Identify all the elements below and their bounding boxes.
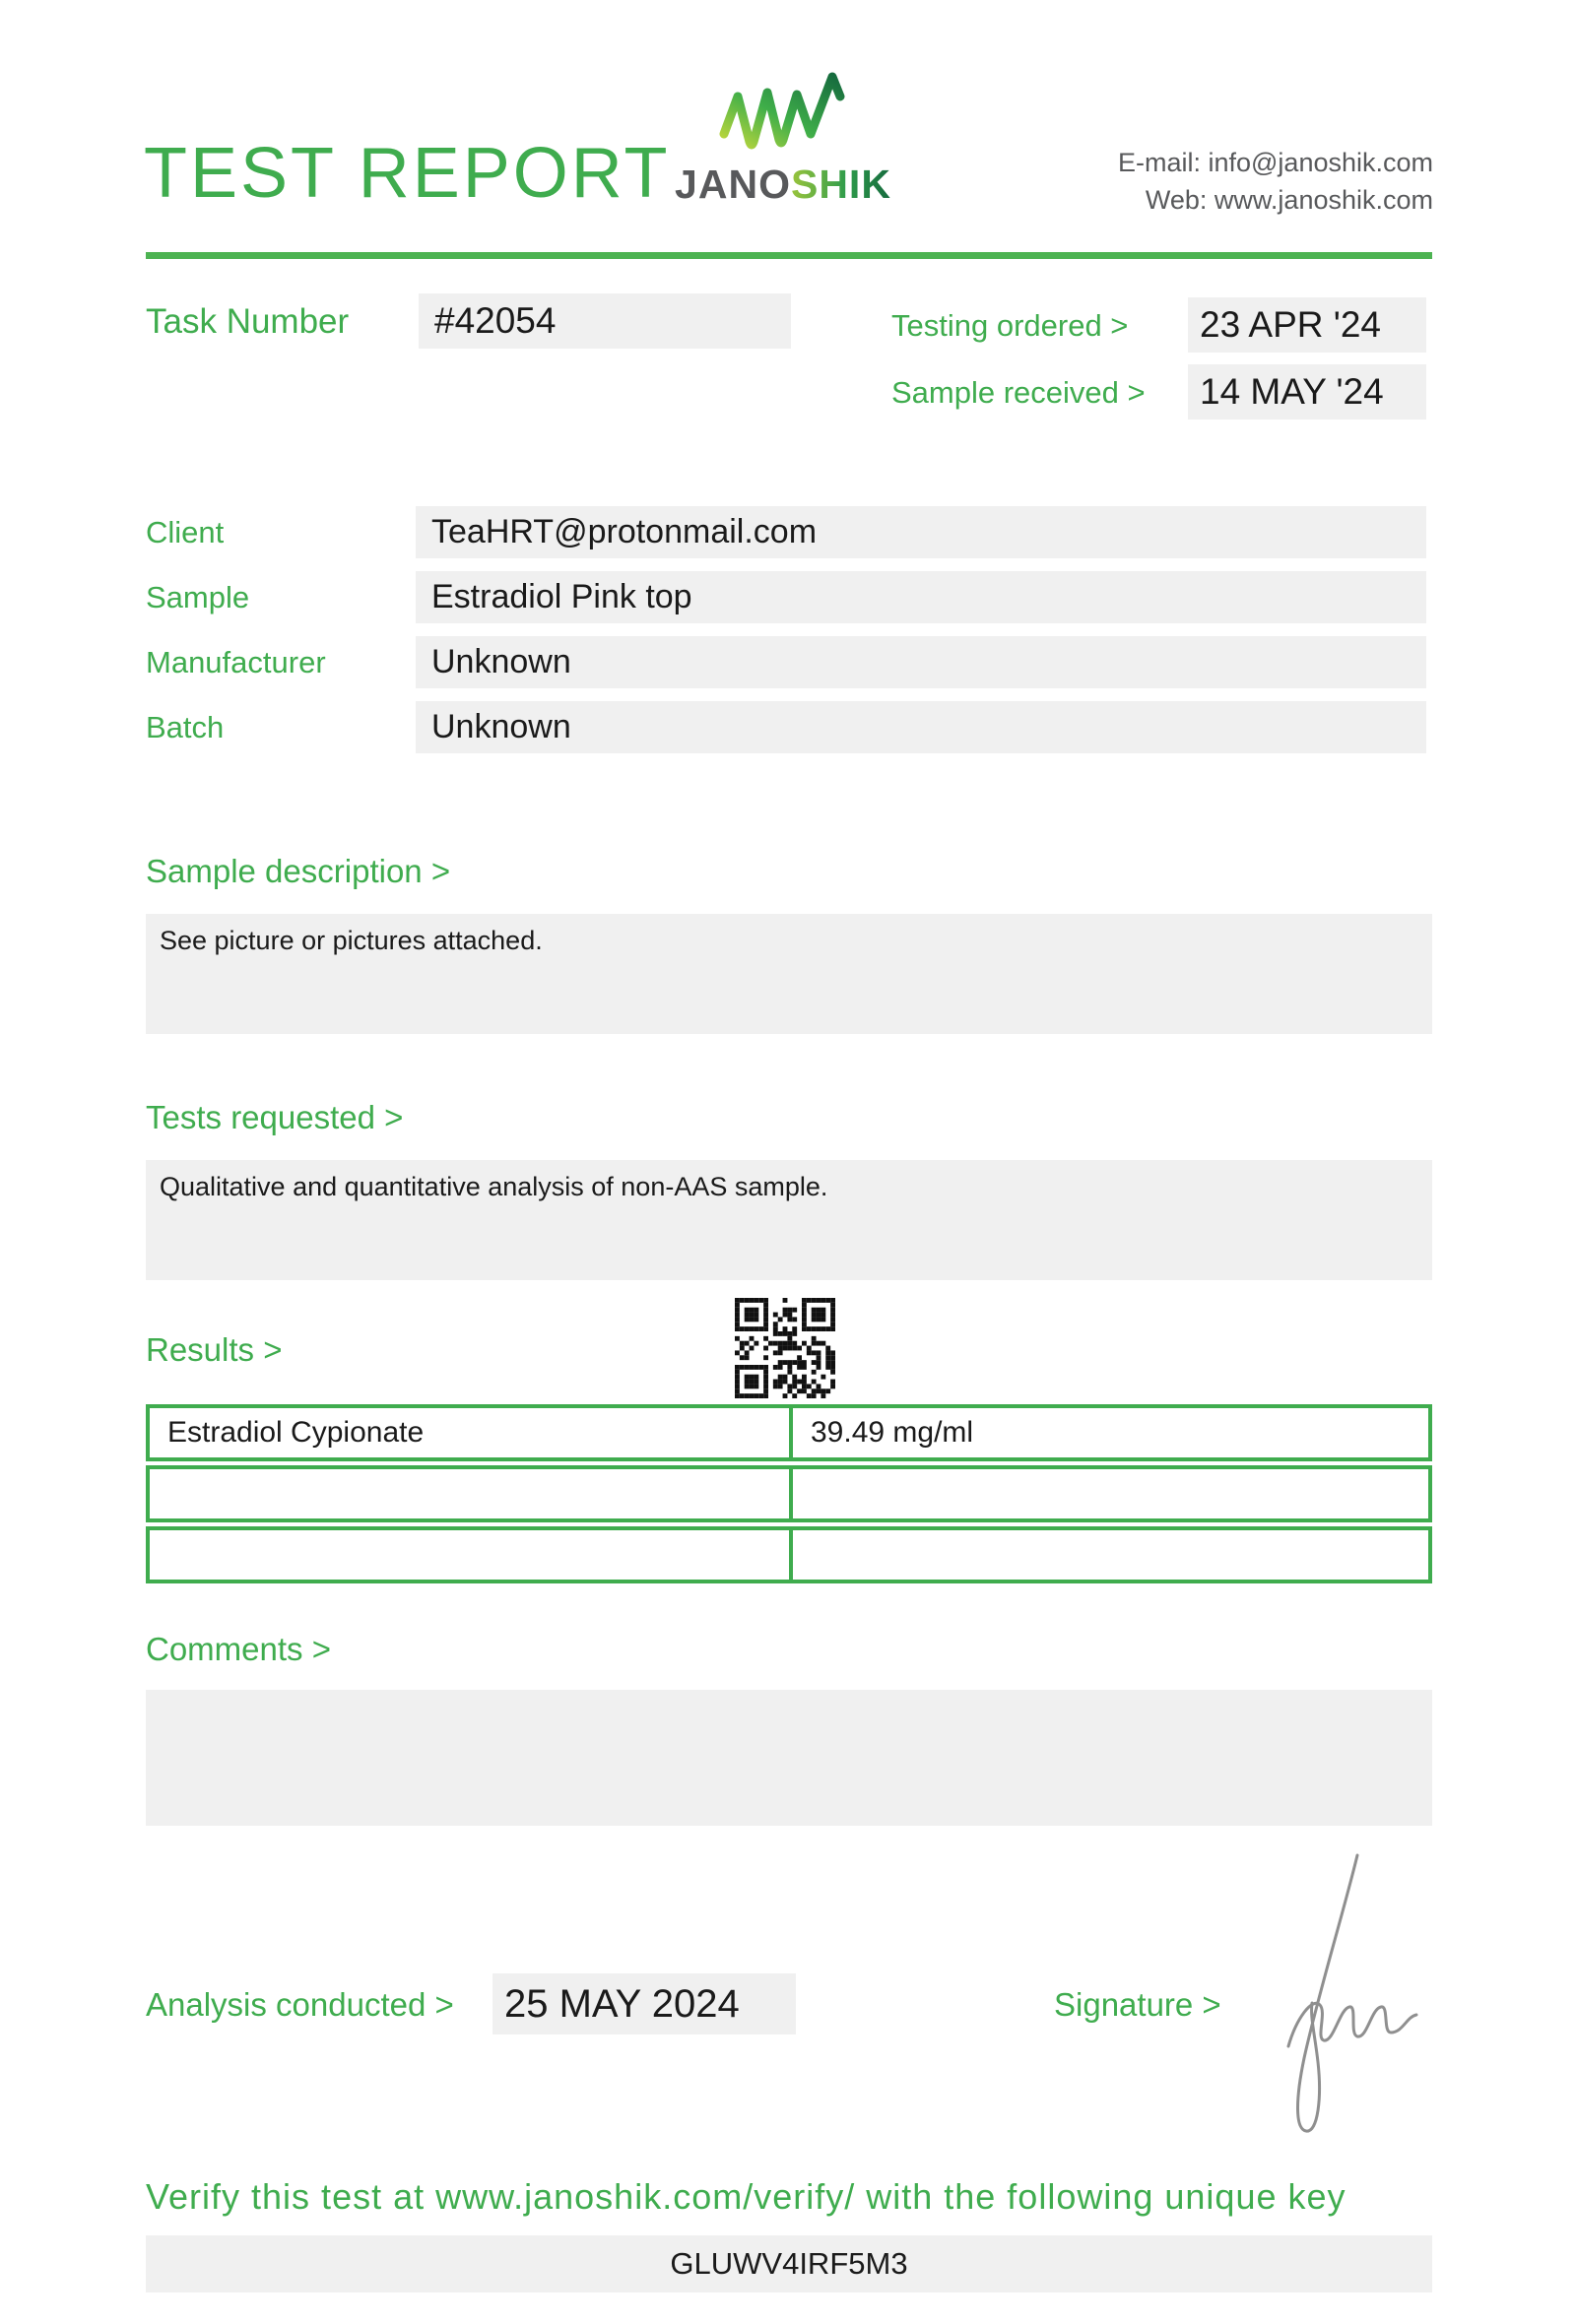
batch-label: Batch bbox=[146, 710, 225, 744]
analysis-date-value: 25 MAY 2024 bbox=[492, 1973, 796, 2034]
email-line bbox=[1118, 144, 1433, 181]
analyte-cell: Estradiol Cypionate bbox=[167, 1416, 425, 1449]
page-title: TEST REPORT bbox=[144, 134, 671, 213]
sample-description-heading: Sample description > bbox=[146, 853, 451, 889]
signature-image bbox=[1231, 1849, 1418, 2145]
tests-requested-text: Qualitative and quantitative analysis of non-AAS sample. bbox=[160, 1172, 828, 1201]
web-label: Web: bbox=[1145, 185, 1208, 215]
sample-description-box bbox=[146, 914, 1432, 1034]
result-value-cell: 39.49 mg/ml bbox=[789, 1408, 1428, 1457]
testing-ordered-label: Testing ordered > bbox=[891, 308, 1129, 343]
growth-chart-icon bbox=[714, 69, 852, 160]
comments-heading: Comments > bbox=[146, 1631, 331, 1667]
comments-box bbox=[146, 1690, 1432, 1826]
sample-received-label: Sample received > bbox=[891, 375, 1146, 410]
manufacturer-label: Manufacturer bbox=[146, 645, 326, 679]
analyte-cell bbox=[150, 1530, 789, 1580]
batch-value: Unknown bbox=[416, 701, 1426, 753]
analysis-conducted-label: Analysis conducted > bbox=[146, 1986, 454, 2023]
unique-key-value: GLUWV4IRF5M3 bbox=[146, 2235, 1432, 2292]
sample-description-text: See picture or pictures attached. bbox=[160, 926, 543, 955]
result-value-cell bbox=[789, 1530, 1428, 1580]
web-line bbox=[1118, 181, 1433, 219]
tests-requested-box bbox=[146, 1160, 1432, 1280]
logo-text-jano: JANO bbox=[675, 161, 791, 207]
client-value: TeaHRT@protonmail.com bbox=[416, 506, 1426, 558]
result-value-cell bbox=[789, 1469, 1428, 1518]
results-heading: Results > bbox=[146, 1331, 283, 1368]
qr-code-icon bbox=[735, 1298, 835, 1398]
logo-text-shik: SHIK bbox=[790, 161, 891, 207]
manufacturer-value: Unknown bbox=[416, 636, 1426, 688]
results-table-row bbox=[146, 1404, 1432, 1461]
sample-value: Estradiol Pink top bbox=[416, 571, 1426, 623]
client-label: Client bbox=[146, 515, 225, 549]
email-value: info@janoshik.com bbox=[1208, 148, 1433, 177]
sample-received-value: 14 MAY '24 bbox=[1188, 364, 1426, 420]
results-table-row bbox=[146, 1526, 1432, 1583]
testing-ordered-value: 23 APR '24 bbox=[1188, 297, 1426, 353]
janoshik-logo bbox=[668, 69, 898, 208]
verify-text: Verify this test at www.janoshik.com/verify/ with the following unique key bbox=[146, 2176, 1346, 2217]
header-rule bbox=[146, 252, 1432, 259]
contact-info bbox=[1118, 144, 1433, 219]
web-value: www.janoshik.com bbox=[1214, 185, 1433, 215]
results-table bbox=[146, 1404, 1432, 1587]
email-label: E-mail: bbox=[1117, 148, 1201, 177]
signature-label: Signature > bbox=[1054, 1986, 1221, 2023]
results-table-row bbox=[146, 1465, 1432, 1522]
analyte-cell bbox=[150, 1469, 789, 1518]
tests-requested-heading: Tests requested > bbox=[146, 1099, 404, 1135]
task-number-label: Task Number bbox=[146, 302, 350, 341]
sample-label: Sample bbox=[146, 580, 250, 614]
task-number-value: #42054 bbox=[419, 293, 791, 349]
logo-wordmark bbox=[668, 161, 898, 208]
